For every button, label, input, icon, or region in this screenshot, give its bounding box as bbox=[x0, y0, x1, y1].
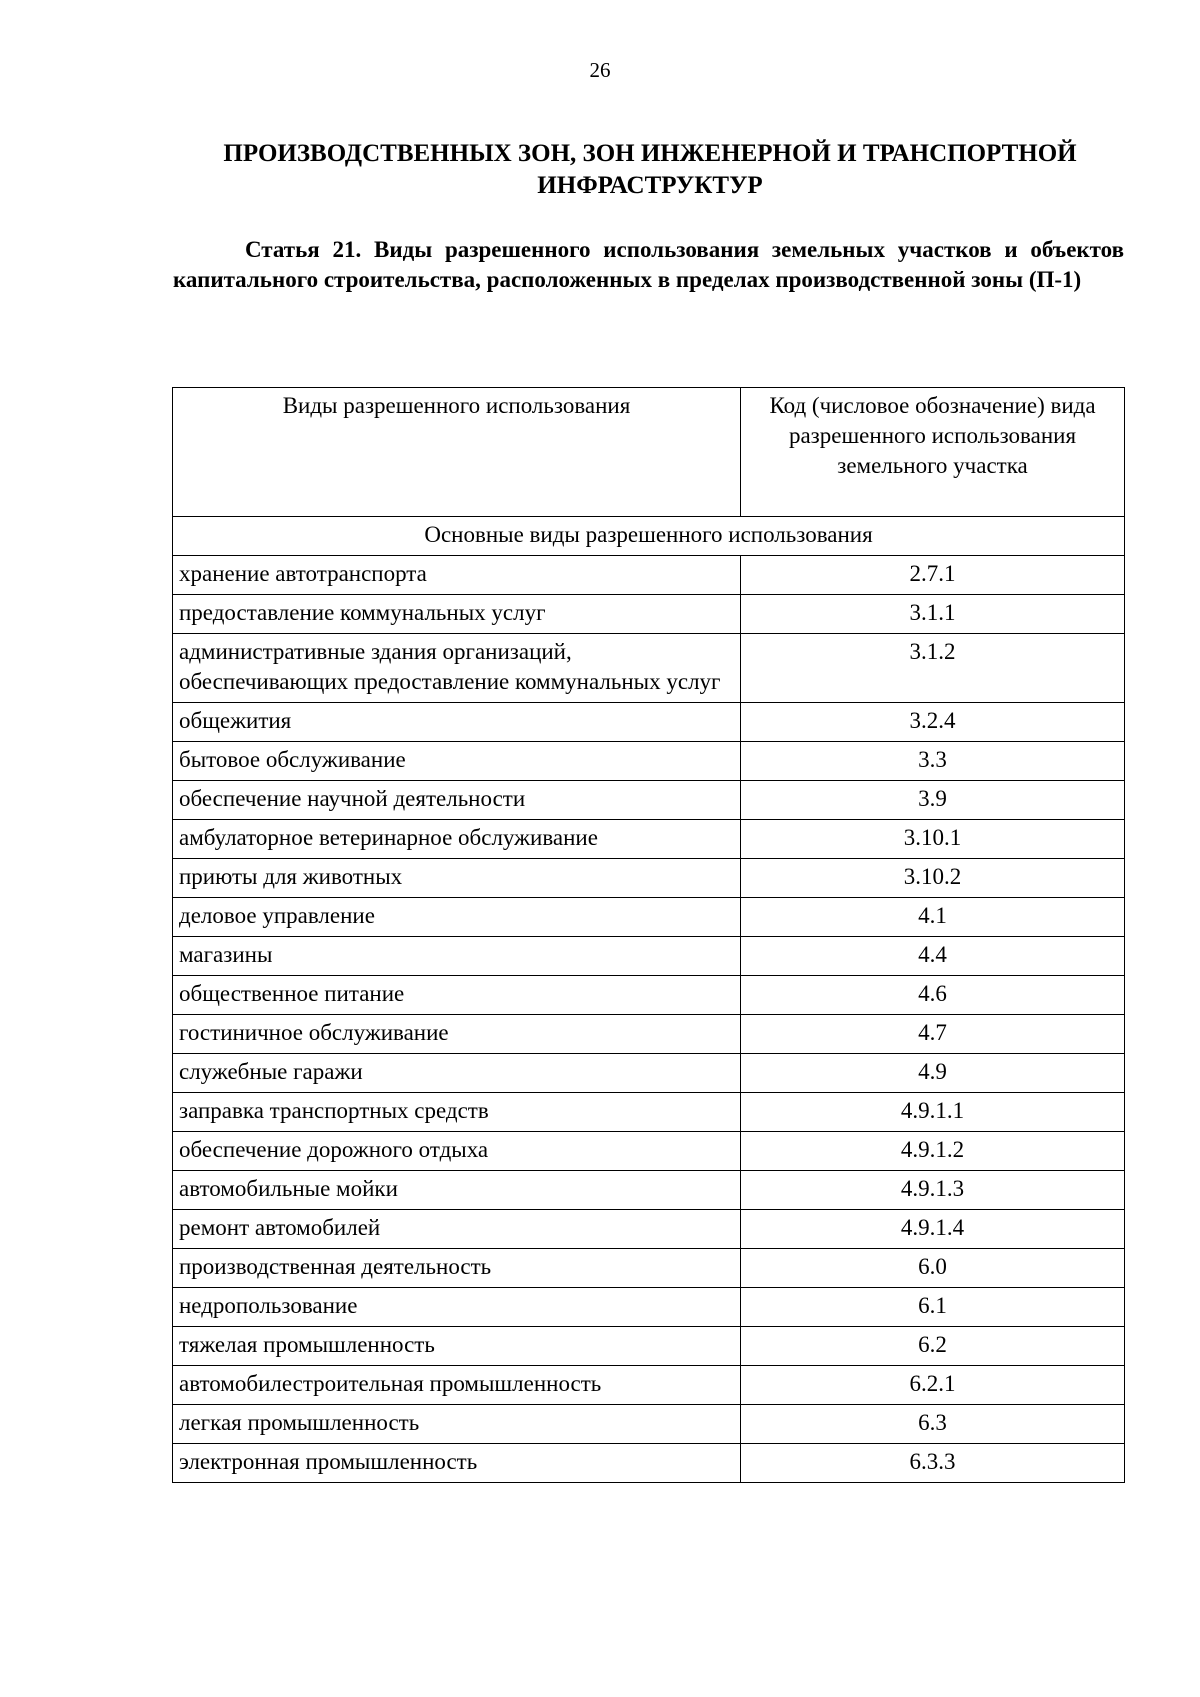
use-code-cell: 3.1.2 bbox=[741, 634, 1125, 703]
header-code-cell: Код (числовое обозначение) вида разрешенного использования земельного участка bbox=[741, 388, 1125, 517]
use-name-cell: автомобилестроительная промышленность bbox=[173, 1366, 741, 1405]
table-row bbox=[173, 595, 1125, 634]
use-code-cell: 6.1 bbox=[741, 1288, 1125, 1327]
table-row bbox=[173, 976, 1125, 1015]
use-code-cell: 4.9.1.3 bbox=[741, 1171, 1125, 1210]
use-code-cell: 6.3.3 bbox=[741, 1444, 1125, 1483]
use-code-cell: 3.2.4 bbox=[741, 703, 1125, 742]
use-name-cell: деловое управление bbox=[173, 898, 741, 937]
use-code-cell: 3.3 bbox=[741, 742, 1125, 781]
use-name-cell: приюты для животных bbox=[173, 859, 741, 898]
use-name-cell: амбулаторное ветеринарное обслуживание bbox=[173, 820, 741, 859]
zone-title: ПРОИЗВОДСТВЕННЫХ ЗОН, ЗОН ИНЖЕНЕРНОЙ И ТРАНСПОРТНОЙ ИНФРАСТРУКТУР bbox=[223, 140, 1077, 199]
use-code-cell: 6.2.1 bbox=[741, 1366, 1125, 1405]
use-name-cell: служебные гаражи bbox=[173, 1054, 741, 1093]
section-row bbox=[173, 517, 1125, 556]
table-row bbox=[173, 1366, 1125, 1405]
use-code-cell: 2.7.1 bbox=[741, 556, 1125, 595]
use-name-cell: магазины bbox=[173, 937, 741, 976]
table-row bbox=[173, 1015, 1125, 1054]
use-name-cell: заправка транспортных средств bbox=[173, 1093, 741, 1132]
use-code-cell: 3.1.1 bbox=[741, 595, 1125, 634]
article-heading bbox=[173, 235, 1124, 295]
table-body bbox=[173, 517, 1125, 1483]
use-code-cell: 6.3 bbox=[741, 1405, 1125, 1444]
table-row bbox=[173, 859, 1125, 898]
use-code-cell: 4.4 bbox=[741, 937, 1125, 976]
table-row bbox=[173, 556, 1125, 595]
table-row bbox=[173, 634, 1125, 703]
use-code-cell: 4.9.1.4 bbox=[741, 1210, 1125, 1249]
use-code-cell: 4.9.1.1 bbox=[741, 1093, 1125, 1132]
use-name-cell: автомобильные мойки bbox=[173, 1171, 741, 1210]
table-row bbox=[173, 1288, 1125, 1327]
article-text: Статья 21. Виды разрешенного использования земельных участков и объектов капитального строительства, расположенных в пределах производственной зоны (П-1) bbox=[173, 237, 1124, 292]
table-row bbox=[173, 1171, 1125, 1210]
table-row bbox=[173, 703, 1125, 742]
table-row bbox=[173, 1405, 1125, 1444]
use-code-cell: 4.7 bbox=[741, 1015, 1125, 1054]
use-code-cell: 4.9.1.2 bbox=[741, 1132, 1125, 1171]
page-number: 26 bbox=[589, 58, 611, 82]
table-row bbox=[173, 742, 1125, 781]
use-name-cell: ремонт автомобилей bbox=[173, 1210, 741, 1249]
table-row bbox=[173, 781, 1125, 820]
table-row bbox=[173, 1210, 1125, 1249]
table-row bbox=[173, 820, 1125, 859]
header-name-cell: Виды разрешенного использования bbox=[173, 388, 741, 517]
table-row bbox=[173, 1132, 1125, 1171]
use-name-cell: легкая промышленность bbox=[173, 1405, 741, 1444]
use-name-cell: тяжелая промышленность bbox=[173, 1327, 741, 1366]
use-name-cell: бытовое обслуживание bbox=[173, 742, 741, 781]
use-name-cell: производственная деятельность bbox=[173, 1249, 741, 1288]
use-code-cell: 6.0 bbox=[741, 1249, 1125, 1288]
use-code-cell: 6.2 bbox=[741, 1327, 1125, 1366]
use-name-cell: обеспечение дорожного отдыха bbox=[173, 1132, 741, 1171]
table-row bbox=[173, 1249, 1125, 1288]
permitted-uses-table bbox=[172, 387, 1125, 1483]
section-title: Основные виды разрешенного использования bbox=[173, 517, 1125, 556]
table-row bbox=[173, 1054, 1125, 1093]
use-name-cell: гостиничное обслуживание bbox=[173, 1015, 741, 1054]
use-name-cell: предоставление коммунальных услуг bbox=[173, 595, 741, 634]
table-row bbox=[173, 898, 1125, 937]
use-code-cell: 4.9 bbox=[741, 1054, 1125, 1093]
table-header-row bbox=[173, 388, 1125, 517]
use-code-cell: 3.9 bbox=[741, 781, 1125, 820]
use-name-cell: хранение автотранспорта bbox=[173, 556, 741, 595]
table-row bbox=[173, 1327, 1125, 1366]
table-row bbox=[173, 937, 1125, 976]
use-name-cell: недропользование bbox=[173, 1288, 741, 1327]
table-row bbox=[173, 1093, 1125, 1132]
use-code-cell: 4.1 bbox=[741, 898, 1125, 937]
use-code-cell: 3.10.2 bbox=[741, 859, 1125, 898]
use-code-cell: 4.6 bbox=[741, 976, 1125, 1015]
use-name-cell: общественное питание bbox=[173, 976, 741, 1015]
use-code-cell: 3.10.1 bbox=[741, 820, 1125, 859]
use-name-cell: обеспечение научной деятельности bbox=[173, 781, 741, 820]
table-row bbox=[173, 1444, 1125, 1483]
use-name-cell: электронная промышленность bbox=[173, 1444, 741, 1483]
use-name-cell: административные здания организаций, обеспечивающих предоставление коммунальных услуг bbox=[173, 634, 741, 703]
use-name-cell: общежития bbox=[173, 703, 741, 742]
